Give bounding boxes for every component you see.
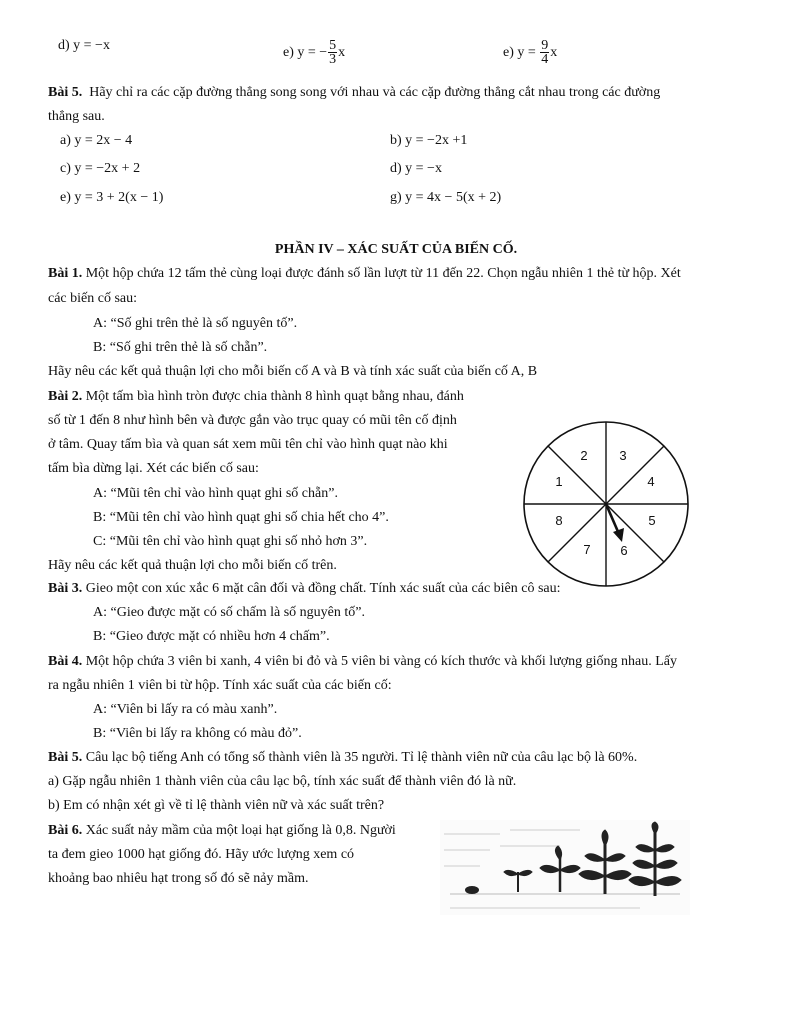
- line-b: b) y = −2x +1: [390, 133, 468, 148]
- line-e: e) y = 3 + 2(x − 1): [60, 190, 164, 205]
- bai5-label: Bài 5.: [48, 85, 83, 100]
- bai5b-line1: [48, 749, 637, 767]
- bai1-question: Hãy nêu các kết quả thuận lợi cho mỗi biến cố A và B và tính xác suất của biến cố A, B: [48, 364, 538, 379]
- wheel-label: 3: [619, 448, 627, 463]
- top-item-e1-suffix: x: [338, 45, 346, 60]
- line-a: a) y = 2x − 4: [60, 133, 133, 148]
- top-item-d: d) y = −x: [58, 38, 110, 53]
- bai2-event-b: B: “Mũi tên chỉ vào hình quạt ghi số chia hết cho 4”.: [93, 510, 389, 525]
- fraction-9-4: $\frac{9}{4}$: [541, 38, 549, 68]
- seed-germination-illustration: [440, 820, 690, 915]
- bai6-label: Bài 6.: [48, 823, 83, 838]
- bai6-line3: khoảng bao nhiêu hạt trong số đó sẽ nảy mầm.: [48, 871, 309, 886]
- top-item-e2-prefix: e) y =: [503, 45, 540, 60]
- bai5-text1: Hãy chỉ ra các cặp đường thẳng song song với nhau và các cặp đường thẳng cắt nhau trong các đường: [89, 85, 661, 100]
- bai4-line2: ra ngẫu nhiên 1 viên bi từ hộp. Tính xác suất của các biến cố:: [48, 678, 392, 693]
- bai3-line1: [48, 580, 561, 598]
- bai2-question: Hãy nêu các kết quả thuận lợi cho mỗi biến cố trên.: [48, 558, 337, 573]
- bai5-lines-line1: [48, 84, 660, 102]
- bai2-event-a: A: “Mũi tên chỉ vào hình quạt ghi số chẵn”.: [93, 486, 338, 501]
- bai2-label: Bài 2.: [48, 389, 83, 404]
- bai1-text1: Một hộp chứa 12 tấm thẻ cùng loại được đánh số lần lượt từ 11 đến 22. Chọn ngẫu nhiên 1 thẻ từ hộp. Xét: [85, 266, 681, 281]
- bai3-event-b: B: “Gieo được mặt có nhiều hơn 4 chấm”.: [93, 629, 330, 644]
- line-d: d) y = −x: [390, 161, 442, 176]
- bai6-line2: ta đem gieo 1000 hạt giống đó. Hãy ước lượng xem có: [48, 847, 355, 862]
- spinner-wheel-figure: [520, 418, 692, 590]
- top-item-e1-prefix: e) y = −: [283, 45, 328, 60]
- bai5b-label: Bài 5.: [48, 750, 83, 765]
- bai1-label: Bài 1.: [48, 266, 83, 281]
- bai4-event-a: A: “Viên bi lấy ra có màu xanh”.: [93, 702, 278, 717]
- bai6-text1: Xác suất nảy mầm của một loại hạt giống là 0,8. Người: [85, 823, 396, 838]
- top-item-e2: [503, 38, 557, 68]
- bai1-event-b: B: “Số ghi trên thẻ là số chẵn”.: [93, 340, 268, 355]
- wheel-label: 6: [620, 543, 628, 558]
- line-c: c) y = −2x + 2: [60, 161, 141, 176]
- bai2-event-c: C: “Mũi tên chỉ vào hình quạt ghi số nhỏ hơn 3”.: [93, 534, 368, 549]
- bai2-line4: tấm bìa dừng lại. Xét các biến cố sau:: [48, 461, 259, 476]
- top-item-e1: [283, 38, 345, 68]
- bai1-event-a: A: “Số ghi trên thẻ là số nguyên tố”.: [93, 316, 298, 331]
- bai3-label: Bài 3.: [48, 581, 83, 596]
- seed-icon: [465, 886, 479, 894]
- bai1-line2: các biến cố sau:: [48, 291, 138, 306]
- wheel-label: 2: [580, 448, 588, 463]
- bai5-text2: thẳng sau.: [48, 109, 105, 124]
- wheel-label: 7: [583, 542, 591, 557]
- bai3-text1: Gieo một con xúc xắc 6 mặt cân đối và đồng chất. Tính xác suất của các biên cô sau:: [85, 581, 561, 596]
- bai2-line2: số từ 1 đến 8 như hình bên và được gắn vào trục quay có mũi tên cố định: [48, 413, 457, 428]
- bai5b-part-a: a) Gặp ngẫu nhiên 1 thành viên của câu lạc bộ, tính xác suất để thành viên đó là nữ.: [48, 774, 517, 789]
- bai2-text1: Một tấm bìa hình tròn được chia thành 8 hình quạt bằng nhau, đánh: [85, 389, 464, 404]
- bai2-line3: ở tâm. Quay tấm bìa và quan sát xem mũi tên chỉ vào hình quạt nào khi: [48, 437, 448, 452]
- section-title: PHẦN IV – XÁC SUẤT CỦA BIẾN CỐ.: [274, 242, 518, 257]
- wheel-label: 8: [555, 513, 563, 528]
- top-item-e2-suffix: x: [550, 45, 558, 60]
- wheel-label: 4: [647, 474, 655, 489]
- bai4-text1: Một hộp chứa 3 viên bi xanh, 4 viên bi đỏ và 5 viên bi vàng có kích thước và khối lượng giống nhau. Lấy: [85, 654, 677, 669]
- bai4-label: Bài 4.: [48, 654, 83, 669]
- bai2-line1: [48, 388, 464, 406]
- fraction-5-3: $\frac{5}{3}$: [329, 38, 337, 68]
- wheel-label: 1: [555, 474, 563, 489]
- wheel-label: 5: [648, 513, 656, 528]
- bai3-event-a: A: “Gieo được mặt có số chấm là số nguyên tố”.: [93, 605, 365, 620]
- bai5b-part-b: b) Em có nhận xét gì về tỉ lệ thành viên nữ và xác suất trên?: [48, 798, 385, 813]
- bai6-line1: [48, 822, 396, 840]
- line-g: g) y = 4x − 5(x + 2): [390, 190, 502, 205]
- bai4-line1: [48, 653, 677, 671]
- bai1-line1: [48, 265, 681, 283]
- bai4-event-b: B: “Viên bi lấy ra không có màu đỏ”.: [93, 726, 302, 741]
- bai5b-text1: Câu lạc bộ tiếng Anh có tổng số thành viên là 35 người. Tỉ lệ thành viên nữ của câu lạc bộ là 60%.: [85, 750, 638, 765]
